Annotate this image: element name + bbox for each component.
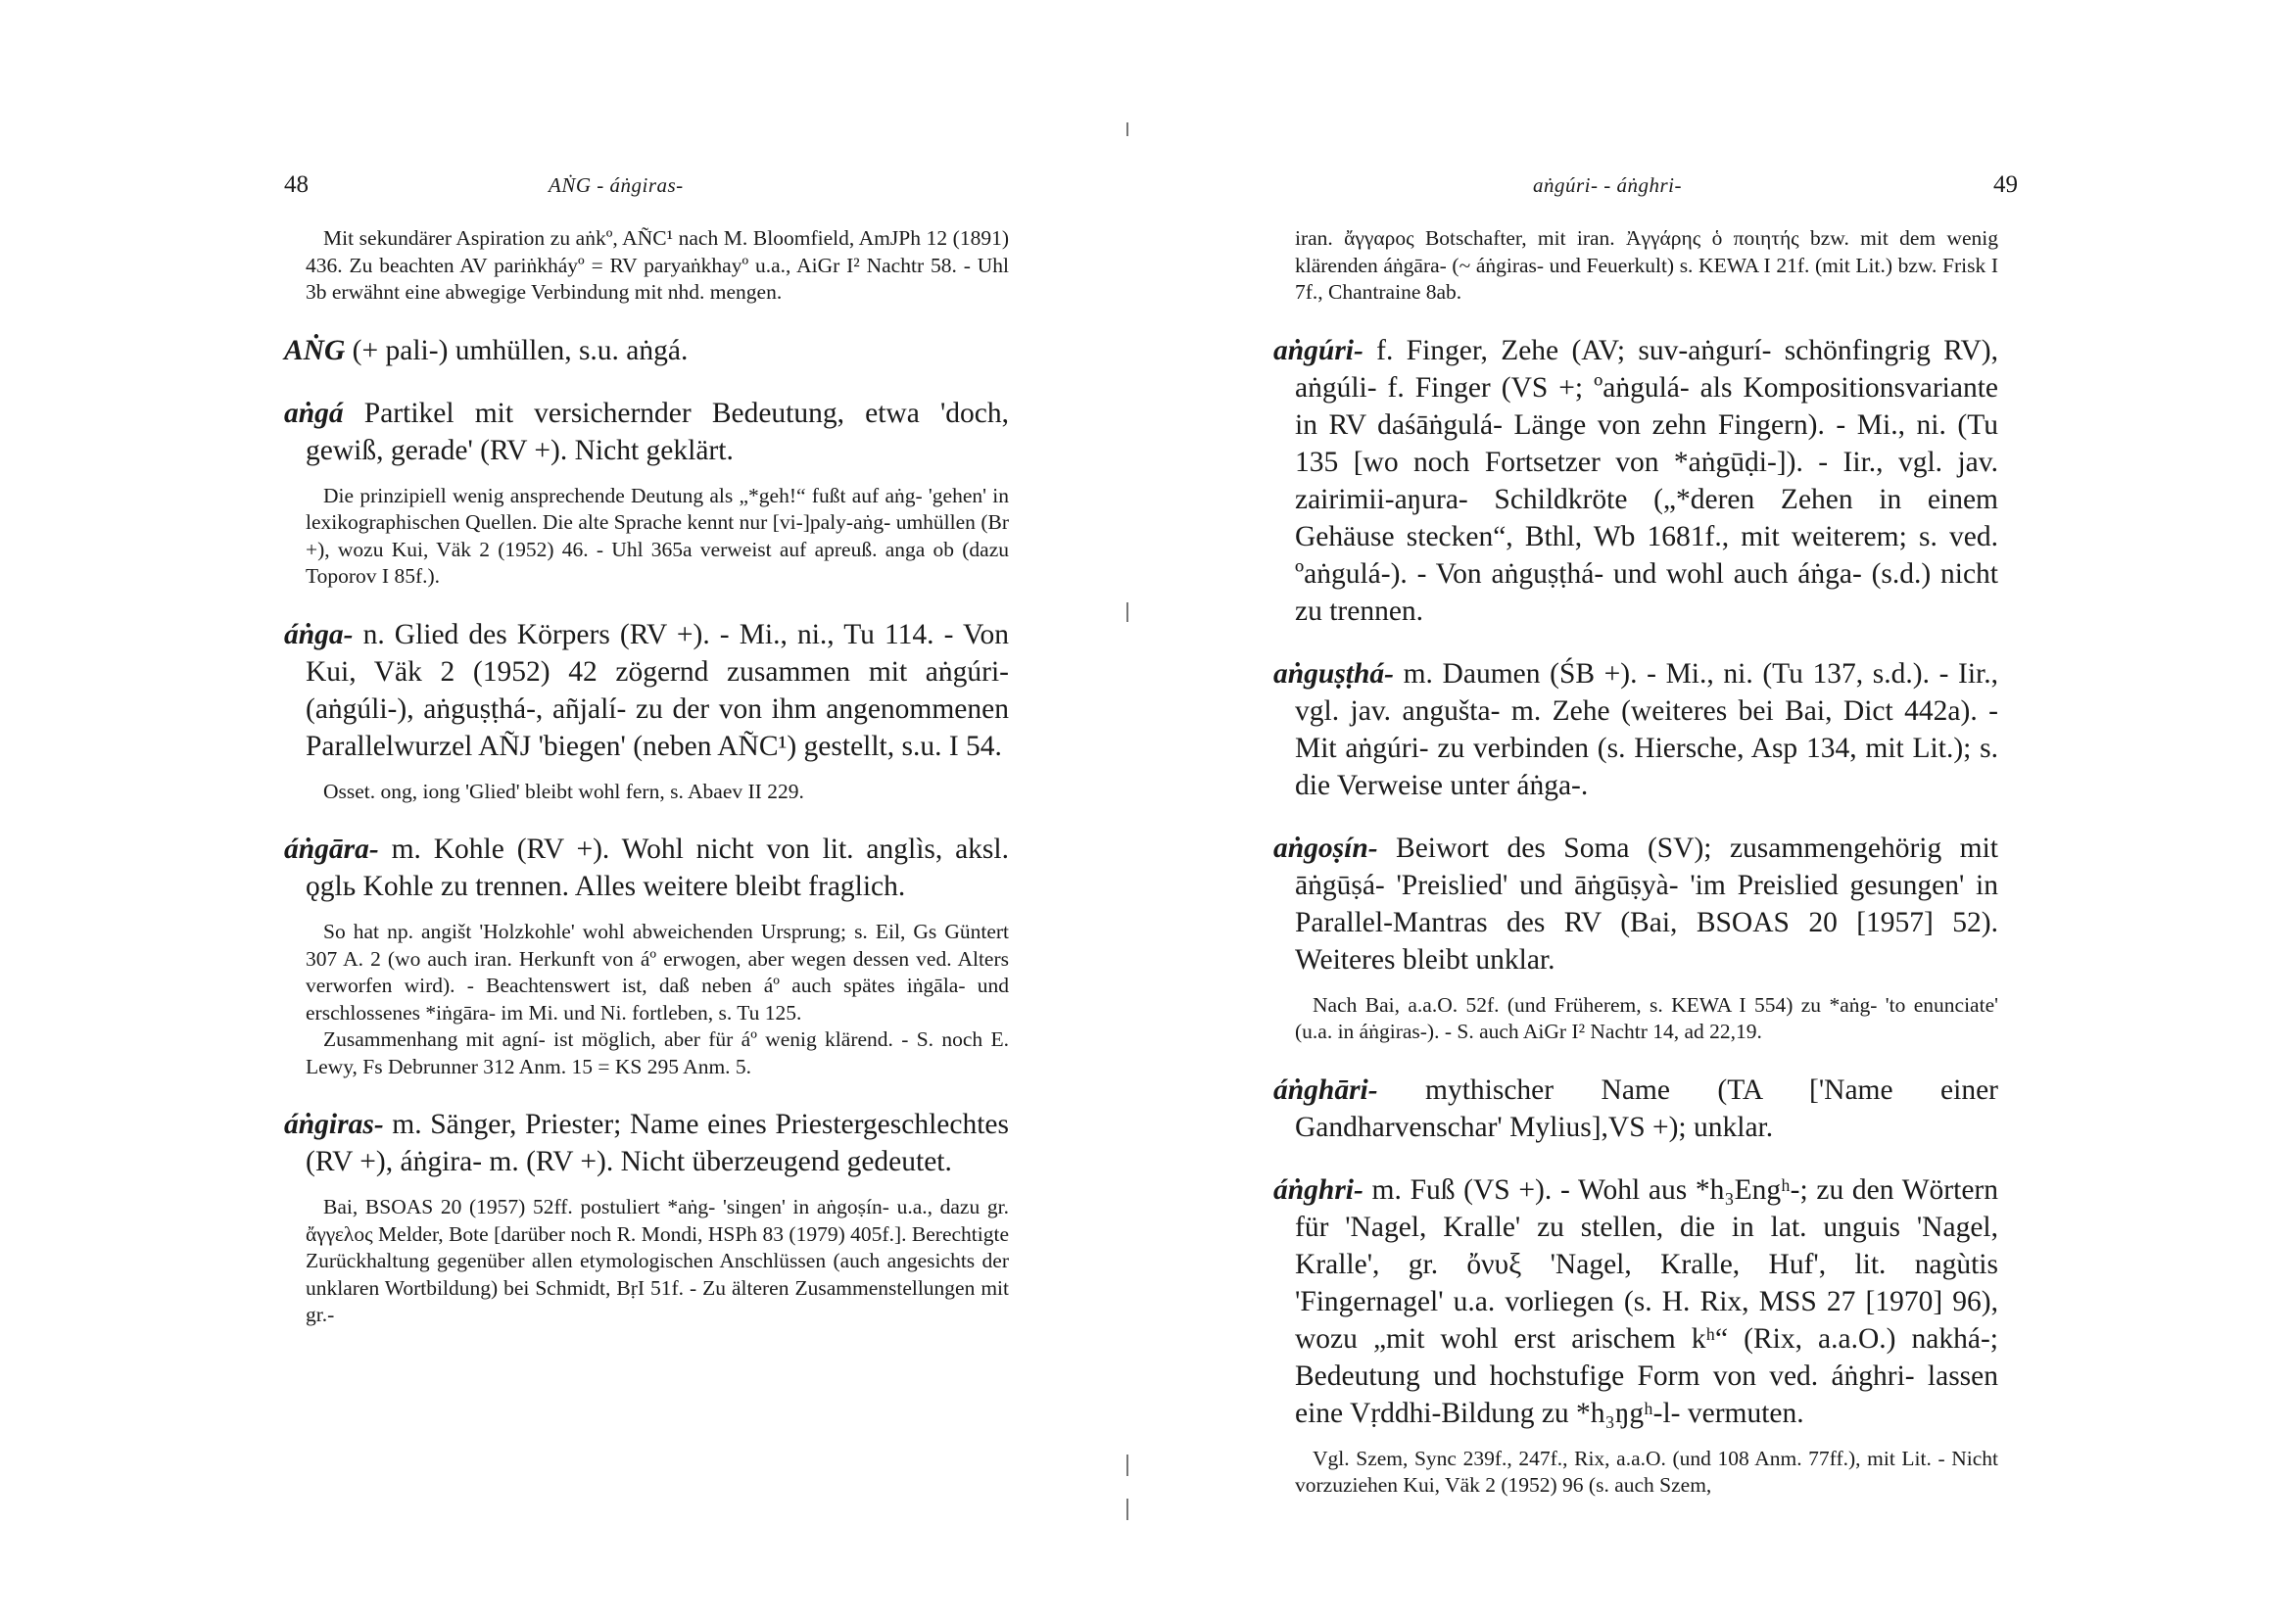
note-paragraph: Nach Bai, a.a.O. 52f. (und Früherem, s. KEWA I 554) zu *aṅg- 'to enunciate' (u.a. in áṅgiras-). - S. auch AiGr I² Nachtr 14, ad 22,19. [1295, 992, 1998, 1043]
entry-text: m. Sänger, Priester; Name eines Priestergeschlechtes (RV +), áṅgira- m. (RV +). Nicht überzeugend gedeutet. [306, 1109, 1009, 1177]
entry-lemma: aṅgoṣín- [1273, 832, 1378, 864]
page-content [284, 225, 1009, 1329]
page-content [1273, 225, 1998, 1500]
entry-text: m. Kohle (RV +). Wohl nicht von lit. anglìs, aksl. ǫglь Kohle zu trennen. Alles weitere bleibt fraglich. [306, 834, 1009, 902]
entry-lemma: aṅguṣṭhá- [1273, 657, 1394, 690]
entry-lemma: aṅgá [284, 397, 344, 429]
dictionary-entry [1273, 332, 1998, 630]
dictionary-entry [284, 616, 1009, 765]
dictionary-entry [1273, 655, 1998, 804]
note-paragraph: Bai, BSOAS 20 (1957) 52ff. postuliert *aṅg- 'singen' in aṅgoṣín- u.a., dazu gr. ἄγγελος Melder, Bote [darüber noch R. Mondi, HSPh 83 (1979) 405f.]. Berechtigte Zurückhaltung gegenüber allen etymologischen Anschlüssen (auch angesichts der unklaren Wortbildung) bei Schmidt, BṛI 51f. - Zu älteren Zusammenstellungen mit gr.- [306, 1195, 1009, 1326]
right-page [1273, 0, 2018, 1622]
entry-lemma: áṅgiras- [284, 1109, 384, 1140]
entry-lemma: áṅgāra- [284, 834, 379, 865]
dictionary-entry [284, 1106, 1009, 1180]
gutter-mark [1126, 122, 1128, 136]
gutter-mark [1126, 602, 1128, 622]
dictionary-entry [1273, 1171, 1998, 1432]
note-paragraph: Zusammenhang mit agní- ist möglich, aber für áº wenig klärend. - S. noch E. Lewy, Fs Debrunner 312 Anm. 15 = KS 295 Anm. 5. [306, 1027, 1009, 1078]
gutter-mark [1126, 1455, 1128, 1476]
gutter-mark [1126, 1499, 1128, 1520]
entry-lemma: aṅgúri- [1273, 334, 1363, 366]
note-paragraph: iran. ἄγγαρος Botschafter, mit iran. Ἀγγάρης ὁ ποιητής bzw. mit dem wenig klärenden áṅgāra- (~ áṅgiras- und Feuerkult) s. KEWA I 21f. (mit Lit.) bzw. Frisk I 7f., Chantraine 8ab. [1295, 226, 1998, 304]
gutter-marks [1126, 122, 1130, 1523]
page-header [1273, 171, 2018, 211]
entry-text: f. Finger, Zehe (AV; suv-aṅgurí- schönfingrig RV), aṅgúli- f. Finger (VS +; ºaṅgulá- als Kompositionsvariante in RV daśāṅgulá- Länge von zehn Fingern). - Mi., ni. (Tu 135 [wo noch Fortsetzer von *aṅgūḍi-]). - Iir., vgl. jav. zairimii-aŋura- Schildkröte („*deren Zehen in einem Gehäuse stecken“, Bthl, Wb 1681f., mit weiterem; s. ved. ºaṅgulá-). - Von aṅguṣṭhá- und wohl auch áṅga- (s.d.) nicht zu trennen. [1295, 334, 1998, 627]
note-paragraph: Mit sekundärer Aspiration zu aṅkº, AÑC¹ nach M. Bloomfield, AmJPh 12 (1891) 436. Zu beachten AV pariṅkháyº = RV paryaṅkhayº u.a., AiGr I² Nachtr 58. - Uhl 3b erwähnt eine abwegige Verbindung mit nhd. mengen. [306, 226, 1009, 304]
left-page [284, 0, 1009, 1622]
entry-lemma: áṅghāri- [1273, 1073, 1378, 1106]
dictionary-entry [284, 395, 1009, 469]
note-paragraph: Vgl. Szem, Sync 239f., 247f., Rix, a.a.O. (und 108 Anm. 77ff.), mit Lit. - Nicht vorzuziehen Kui, Väk 2 (1952) 96 (s. auch Szem, [1295, 1446, 1998, 1497]
note-paragraph: So hat np. angišt 'Holzkohle' wohl abweichenden Ursprung; s. Eil, Gs Güntert 307 A. 2 (wo auch iran. Herkunft von áº erwogen, aber wegen dessen ved. Alters verworfen wird). - Beachtenswert ist, daß neben áº auch spätes iṅgāla- und erschlossenes *iṅgāra- im Mi. und Ni. fortleben, s. Tu 125. [306, 920, 1009, 1025]
entry-text: mythischer Name (TA ['Name einer Gandharvenschar' Mylius],VS +); unklar. [1295, 1073, 1998, 1143]
entry-lemma: áṅga- [284, 618, 354, 650]
page-header [284, 171, 1009, 211]
entry-text: Beiwort des Soma (SV); zusammengehörig mit āṅgūṣá- 'Preislied' und āṅgūṣyà- 'im Preislied gesungen' in Parallel-Mantras des RV (Bai, BSOAS 20 [1957] 52). Weiteres bleibt unklar. [1295, 832, 1998, 976]
running-head: AṄG - áṅgiras- [549, 173, 684, 197]
dictionary-entry [1273, 1072, 1998, 1146]
dictionary-entry [284, 831, 1009, 905]
note-paragraph: Osset. ong, iong 'Glied' bleibt wohl fern, s. Abaev II 229. [323, 779, 804, 803]
running-head: aṅgúri- - áṅghri- [1533, 173, 1682, 197]
entry-text: m. Fuß (VS +). - Wohl aus *h₃Engʰ-; zu den Wörtern für 'Nagel, Kralle' zu stellen, die in lat. unguis 'Nagel, Kralle', gr. ὄνυξ 'Nagel, Kralle, Huf', lit. nagùtis 'Fingernagel' u.a. vorliegen (s. H. Rix, MSS 27 [1970] 96), wozu „mit wohl erst arischem kʰ“ (Rix, a.a.O.) nakhá-; Bedeutung und hochstufige Form von ved. áṅghri- lassen eine Vṛddhi-Bildung zu *h₃ŋgʰ-l- vermuten. [1295, 1173, 1998, 1429]
entry-lemma: áṅghri- [1273, 1173, 1363, 1206]
entry-text: Partikel mit versichernder Bedeutung, etwa 'doch, gewiß, gerade' (RV +). Nicht geklärt. [306, 397, 1009, 466]
note-paragraph: Die prinzipiell wenig ansprechende Deutung als „*geh!“ fußt auf aṅg- 'gehen' in lexikographischen Quellen. Die alte Sprache kennt nur [vi-]paly-aṅg- umhüllen (Br +), wozu Kui, Väk 2 (1952) 46. - Uhl 365a verweist auf apreuß. anga ob (dazu Toporov I 85f.). [306, 483, 1009, 588]
entry-lemma: AṄG [284, 334, 346, 366]
dictionary-entry [284, 332, 1009, 369]
entry-text: m. Daumen (ŚB +). - Mi., ni. (Tu 137, s.d.). - Iir., vgl. jav. angušta- m. Zehe (weiteres bei Bai, Dict 442a). - Mit aṅgúri- zu verbinden (s. Hiersche, Asp 134, mit Lit.); s. die Verweise unter áṅga-. [1295, 657, 1998, 801]
entry-text: (+ pali-) umhüllen, s.u. aṅgá. [345, 334, 689, 366]
page-number: 48 [284, 171, 309, 198]
entry-text: n. Glied des Körpers (RV +). - Mi., ni., Tu 114. - Von Kui, Väk 2 (1952) 42 zögernd zusammen mit aṅgúri- (aṅgúli-), aṅguṣṭhá-, añjalí- zu der von ihm angenommenen Parallelwurzel AÑJ 'biegen' (neben AÑC¹) gestellt, s.u. I 54. [306, 618, 1009, 762]
page-number: 49 [1993, 171, 2018, 198]
dictionary-entry [1273, 830, 1998, 978]
